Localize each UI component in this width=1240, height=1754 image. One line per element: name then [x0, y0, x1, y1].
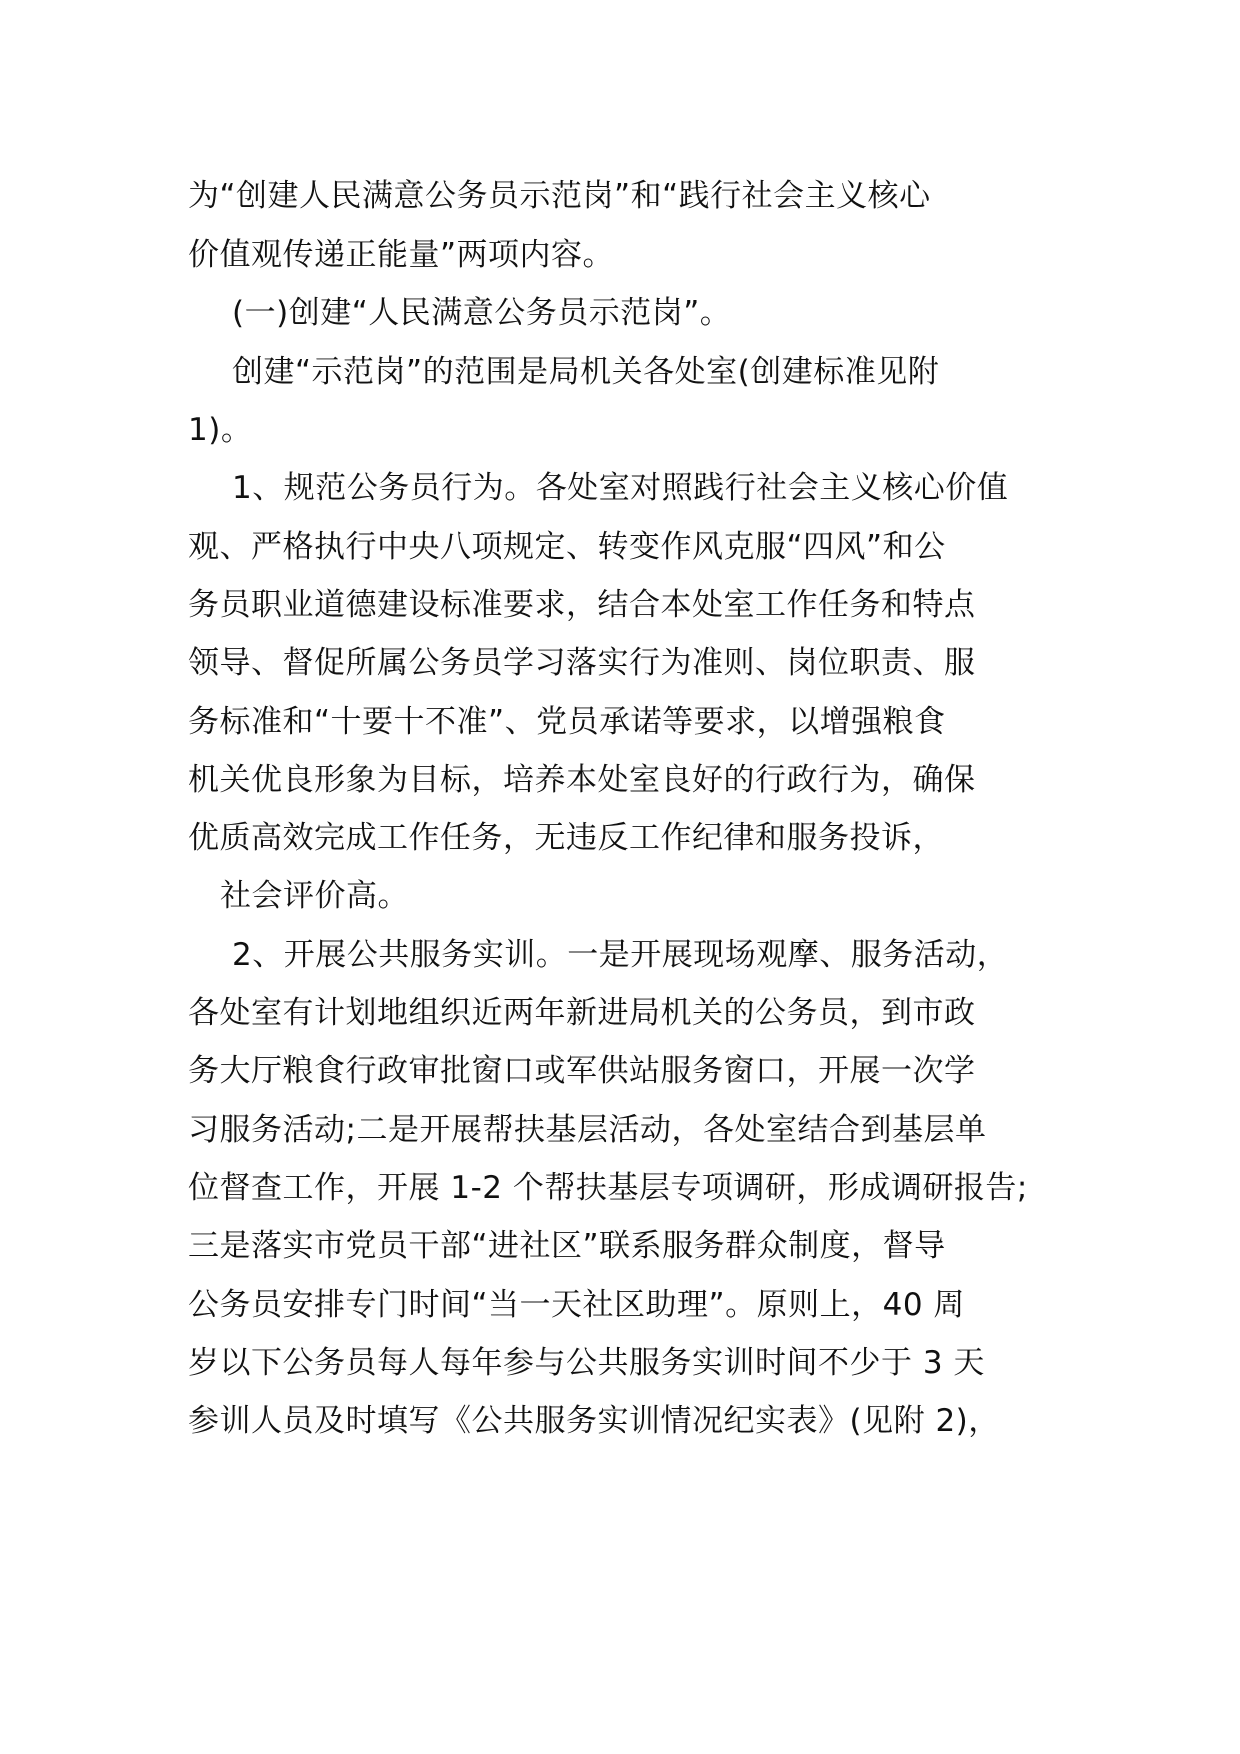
text-line: 位督查工作，开展 1-2 个帮扶基层专项调研，形成调研报告; [188, 1170, 1028, 1206]
text-line: 务员职业道德建设标准要求，结合本处室工作任务和特点 [188, 587, 976, 623]
text-line: 公务员安排专门时间“当一天社区助理”。原则上，40 周 [188, 1287, 965, 1323]
text-line: 优质高效完成工作任务，无违反工作纪律和服务投诉， [188, 820, 944, 856]
text-line: 各处室有计划地组织近两年新进局机关的公务员，到市政 [188, 995, 976, 1031]
text-line: 社会评价高。 [220, 878, 409, 914]
text-line: 价值观传递正能量”两项内容。 [188, 237, 615, 273]
text-line: 参训人员及时填写《公共服务实训情况纪实表》(见附 2)， [188, 1403, 1000, 1439]
text-line: 务大厅粮食行政审批窗口或军供站服务窗口，开展一次学 [188, 1053, 976, 1089]
text-line: 务标准和“十要十不准”、党员承诺等要求，以增强粮食 [188, 704, 946, 740]
text-line: 2、开展公共服务实训。一是开展现场观摩、服务活动， [232, 937, 1009, 973]
text-line: 1、规范公务员行为。各处室对照践行社会主义核心价值 [232, 470, 1009, 506]
section-heading: (一)创建“人民满意公务员示范岗”。 [232, 295, 732, 331]
text-line: 观、严格执行中央八项规定、转变作风克服“四风”和公 [188, 529, 946, 565]
text-line: 领导、督促所属公务员学习落实行为准则、岗位职责、服 [188, 645, 976, 681]
text-line: 三是落实市党员干部“进社区”联系服务群众制度，督导 [188, 1228, 946, 1264]
text-line: 岁以下公务员每人每年参与公共服务实训时间不少于 3 天 [188, 1345, 985, 1381]
text-line: 为“创建人民满意公务员示范岗”和“践行社会主义核心 [188, 178, 931, 214]
text-line: 创建“示范岗”的范围是局机关各处室(创建标准见附 [232, 354, 940, 390]
text-line: 机关优良形象为目标，培养本处室良好的行政行为，确保 [188, 762, 976, 798]
text-line: 1)。 [188, 412, 253, 448]
text-line: 习服务活动;二是开展帮扶基层活动，各处室结合到基层单 [188, 1112, 987, 1148]
